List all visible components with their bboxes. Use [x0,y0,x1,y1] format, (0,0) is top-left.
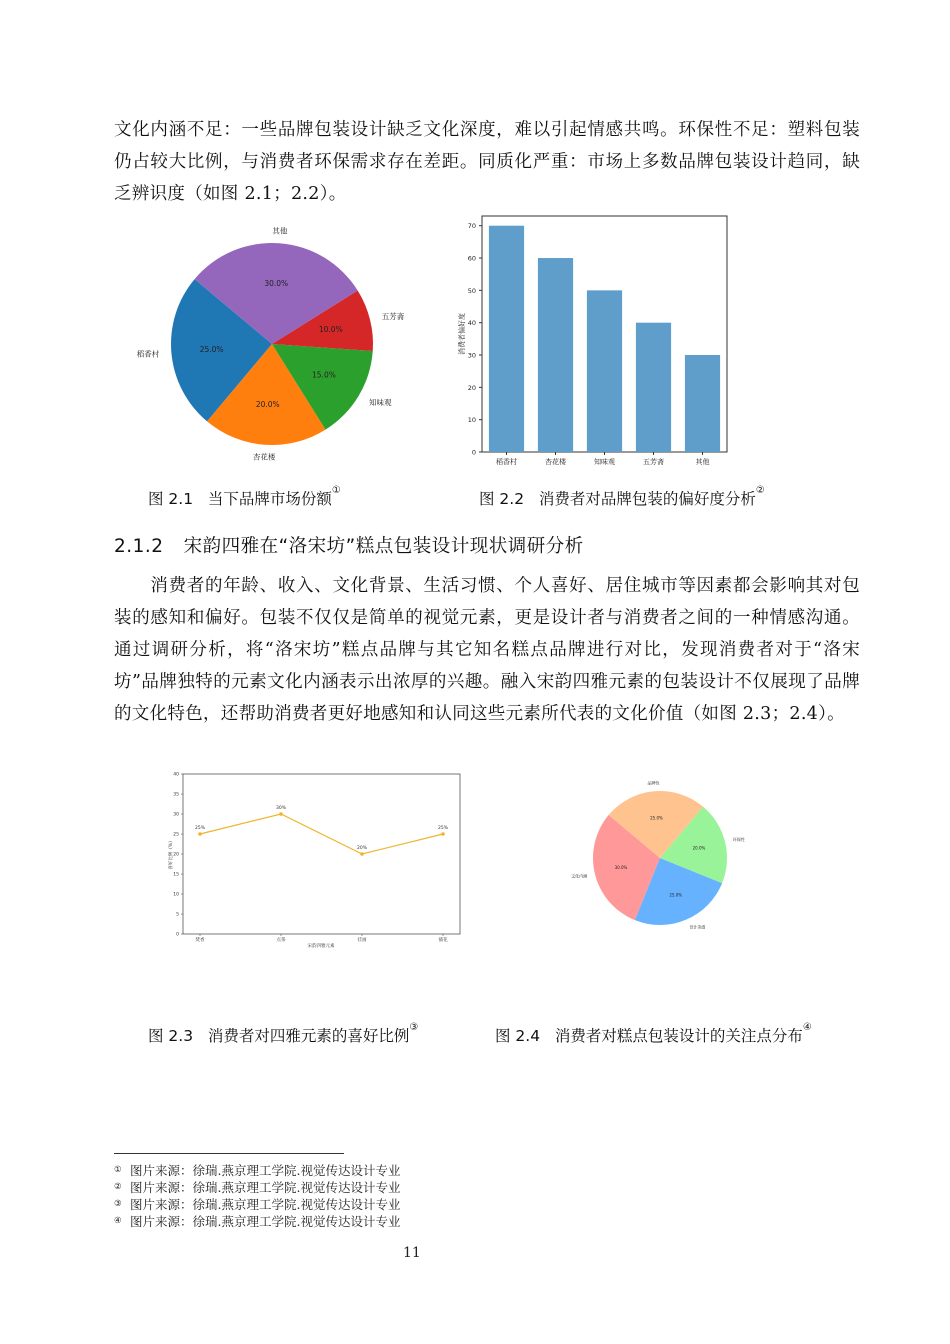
svg-text:40: 40 [173,772,179,778]
svg-text:5: 5 [176,912,179,918]
svg-text:稻香村: 稻香村 [136,349,160,359]
svg-text:其他: 其他 [695,458,710,466]
data-point [441,832,445,836]
svg-text:品牌性: 品牌性 [647,780,660,786]
body-paragraph-1: 文化内涵不足：一些品牌包装设计缺乏文化深度，难以引起情感共鸣。环保性不足：塑料包装仍占较大比例，与消费者环保需求存在差距。同质化严重：市场上多数品牌包装设计趋同，缺乏辨识度（如图 2.1；2.2）。 [114,120,860,204]
svg-text:20: 20 [467,383,476,392]
svg-text:10: 10 [467,416,476,425]
caption-fig-2-1: 图 2.1 当下品牌市场份额① [148,485,341,508]
caption-fig-2-3: 图 2.3 消费者对四雅元素的喜好比例③ [148,1022,419,1045]
bar [538,258,573,452]
svg-text:点茶: 点茶 [276,938,286,943]
footnote-1: ① 图片来源：徐瑞.燕京理工学院.视觉传达设计专业 [114,1163,401,1178]
svg-text:其他: 其他 [272,226,288,236]
footnote-2: ② 图片来源：徐瑞.燕京理工学院.视觉传达设计专业 [114,1180,401,1195]
section-heading [114,532,584,558]
data-point [360,852,364,856]
svg-text:25%: 25% [437,826,449,831]
svg-text:20%: 20% [356,846,368,851]
svg-text:10.0%: 10.0% [318,324,343,334]
bar [489,226,524,452]
data-point [279,812,283,816]
svg-text:25.0%: 25.0% [669,892,683,898]
fig2-3-y-axis-label: 喜好比例（%） [169,838,174,870]
svg-text:杏花楼: 杏花楼 [252,452,276,462]
svg-text:设计美感: 设计美感 [689,924,706,930]
svg-text:杏花楼: 杏花楼 [545,458,566,466]
svg-text:文化内涵: 文化内涵 [571,873,588,879]
svg-text:知味观: 知味观 [594,458,615,466]
svg-text:20: 20 [173,852,179,858]
svg-text:20.0%: 20.0% [255,399,280,409]
svg-text:挂画: 挂画 [357,938,367,943]
svg-text:60: 60 [467,254,476,263]
caption-fig-2-2: 图 2.2 消费者对品牌包装的偏好度分析② [479,485,765,508]
chart-fig2-2-preference-bar [450,212,740,472]
svg-text:25: 25 [173,832,179,838]
footnotes [114,1162,400,1230]
svg-text:30%: 30% [275,806,287,811]
svg-text:0: 0 [471,448,476,457]
svg-text:30: 30 [173,812,179,818]
section-number: 2.1.2 [114,536,164,557]
svg-text:15: 15 [173,872,179,878]
svg-text:70: 70 [467,222,476,231]
svg-text:稻香村: 稻香村 [496,458,517,466]
svg-text:五芳斋: 五芳斋 [643,458,664,466]
caption-fig-2-4: 图 2.4 消费者对糕点包装设计的关注点分布④ [495,1022,812,1045]
svg-text:20.0%: 20.0% [692,845,706,851]
section-title: 宋韵四雅在“洛宋坊”糕点包装设计现状调研分析 [183,536,584,557]
svg-text:0: 0 [176,932,179,938]
chart-fig2-4-focus-distribution-pie [560,770,760,930]
svg-text:25.0%: 25.0% [199,344,224,354]
svg-text:焚香: 焚香 [195,938,205,943]
chart-fig2-3-element-preference-line [165,770,465,950]
svg-text:五芳斋: 五芳斋 [381,312,405,322]
footnote-3: ③ 图片来源：徐瑞.燕京理工学院.视觉传达设计专业 [114,1197,401,1212]
chart-fig2-1-market-share-pie [130,220,430,470]
bar [587,290,622,452]
svg-text:40: 40 [467,319,476,328]
bar [636,323,671,452]
footnote-4: ④ 图片来源：徐瑞.燕京理工学院.视觉传达设计专业 [114,1214,401,1229]
svg-text:30.0%: 30.0% [614,865,628,871]
bar [685,355,720,452]
svg-text:25.0%: 25.0% [650,815,663,821]
svg-text:30: 30 [467,351,476,360]
fig2-3-x-axis-label: 宋韵四雅元素 [307,944,335,949]
footnote-divider [114,1153,344,1154]
svg-text:50: 50 [467,286,476,295]
page-number: 11 [403,1245,421,1261]
svg-text:10: 10 [173,892,179,898]
svg-text:环保性: 环保性 [732,837,745,843]
fig2-2-y-axis-label: 消费者偏好度 [458,313,466,355]
body-paragraph-2: 消费者的年龄、收入、文化背景、生活习惯、个人喜好、居住城市等因素都会影响其对包装的感知和偏好。包装不仅仅是简单的视觉元素，更是设计者与消费者之间的一种情感沟通。通过调研分析，将“洛宋坊”糕点品牌与其它知名糕点品牌进行对比，发现消费者对于“洛宋坊”品牌独特的元素文化内涵表示出浓厚的兴趣。融入宋韵四雅元素的包装设计不仅展现了品牌的文化特色，还帮助消费者更好地感知和认同这些元素所代表的文化价值（如图 2.3；2.4）。 [114,576,860,724]
svg-text:知味观: 知味观 [368,397,392,407]
svg-text:25%: 25% [194,826,206,831]
svg-text:插花: 插花 [438,938,448,943]
svg-text:30.0%: 30.0% [264,279,289,289]
svg-text:35: 35 [173,792,179,798]
data-point [198,832,202,836]
svg-text:15.0%: 15.0% [312,370,336,380]
